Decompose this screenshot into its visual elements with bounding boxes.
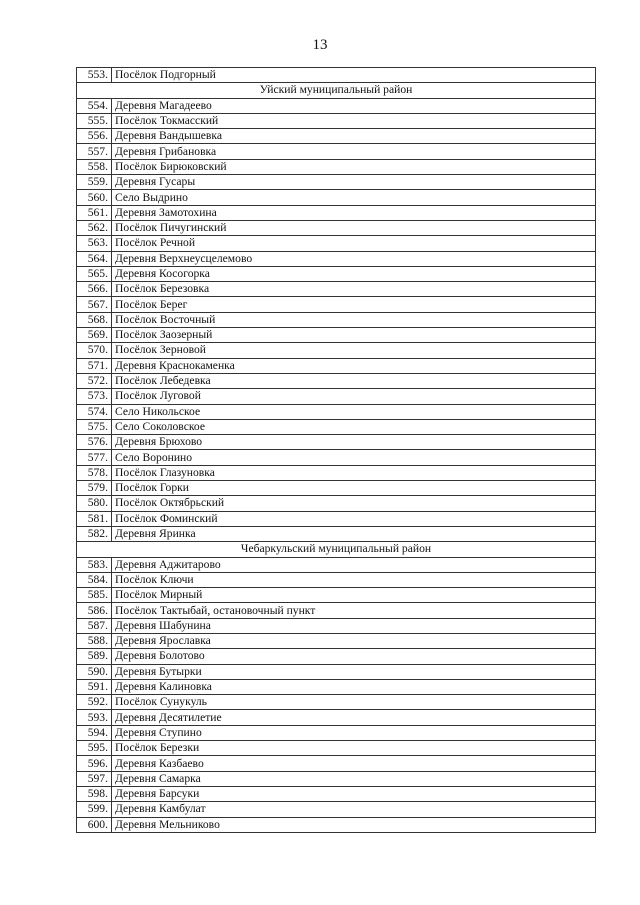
table-row (77, 572, 596, 587)
row-number: 554. (77, 98, 112, 113)
table-row (77, 710, 596, 725)
settlements-table-body (77, 68, 596, 833)
district-name: Уйский муниципальный район (77, 83, 596, 98)
settlement-name: Деревня Верхнеусцелемово (112, 251, 596, 266)
settlement-name: Посёлок Берег (112, 297, 596, 312)
row-number: 580. (77, 496, 112, 511)
row-number: 589. (77, 649, 112, 664)
settlement-name: Деревня Ступино (112, 725, 596, 740)
row-number: 560. (77, 190, 112, 205)
row-number: 553. (77, 68, 112, 83)
table-row (77, 496, 596, 511)
settlement-name: Деревня Аджитарово (112, 557, 596, 572)
row-number: 596. (77, 756, 112, 771)
table-row (77, 159, 596, 174)
table-row (77, 175, 596, 190)
row-number: 569. (77, 328, 112, 343)
table-row (77, 266, 596, 281)
table-row (77, 312, 596, 327)
row-number: 573. (77, 389, 112, 404)
district-header-row (77, 83, 596, 98)
row-number: 578. (77, 465, 112, 480)
settlement-name: Деревня Краснокаменка (112, 358, 596, 373)
row-number: 583. (77, 557, 112, 572)
settlement-name: Деревня Самарка (112, 771, 596, 786)
row-number: 559. (77, 175, 112, 190)
table-row (77, 328, 596, 343)
row-number: 561. (77, 205, 112, 220)
table-row (77, 205, 596, 220)
table-row (77, 618, 596, 633)
table-row (77, 695, 596, 710)
row-number: 564. (77, 251, 112, 266)
row-number: 598. (77, 786, 112, 801)
settlement-name: Посёлок Сунукуль (112, 695, 596, 710)
settlement-name: Деревня Болотово (112, 649, 596, 664)
settlement-name: Деревня Бутырки (112, 664, 596, 679)
table-row (77, 649, 596, 664)
row-number: 567. (77, 297, 112, 312)
settlement-name: Посёлок Зерновой (112, 343, 596, 358)
table-row (77, 756, 596, 771)
settlement-name: Посёлок Лебедевка (112, 373, 596, 388)
table-row (77, 450, 596, 465)
table-row (77, 435, 596, 450)
settlement-name: Деревня Барсуки (112, 786, 596, 801)
settlement-name: Посёлок Тактыбай, остановочный пункт (112, 603, 596, 618)
settlement-name: Село Воронино (112, 450, 596, 465)
table-row (77, 511, 596, 526)
row-number: 584. (77, 572, 112, 587)
settlement-name: Деревня Яринка (112, 526, 596, 541)
settlement-name: Деревня Грибановка (112, 144, 596, 159)
table-row (77, 144, 596, 159)
settlement-name: Деревня Косогорка (112, 266, 596, 281)
table-row (77, 725, 596, 740)
row-number: 568. (77, 312, 112, 327)
district-header-row (77, 542, 596, 557)
settlement-name: Деревня Мельниково (112, 817, 596, 832)
settlement-name: Посёлок Березки (112, 741, 596, 756)
settlement-name: Деревня Магадеево (112, 98, 596, 113)
row-number: 600. (77, 817, 112, 832)
row-number: 579. (77, 481, 112, 496)
table-row (77, 358, 596, 373)
row-number: 599. (77, 802, 112, 817)
settlement-name: Посёлок Заозерный (112, 328, 596, 343)
settlement-name: Посёлок Восточный (112, 312, 596, 327)
row-number: 563. (77, 236, 112, 251)
row-number: 576. (77, 435, 112, 450)
row-number: 566. (77, 282, 112, 297)
table-row (77, 419, 596, 434)
settlement-name: Посёлок Мирный (112, 588, 596, 603)
settlement-name: Посёлок Березовка (112, 282, 596, 297)
table-row (77, 251, 596, 266)
row-number: 592. (77, 695, 112, 710)
table-row (77, 343, 596, 358)
row-number: 577. (77, 450, 112, 465)
table-row (77, 68, 596, 83)
row-number: 581. (77, 511, 112, 526)
settlements-table (76, 67, 596, 833)
settlement-name: Деревня Казбаево (112, 756, 596, 771)
row-number: 586. (77, 603, 112, 618)
table-row (77, 236, 596, 251)
settlement-name: Деревня Десятилетие (112, 710, 596, 725)
settlement-name: Деревня Замотохина (112, 205, 596, 220)
table-row (77, 633, 596, 648)
row-number: 558. (77, 159, 112, 174)
table-row (77, 373, 596, 388)
table-row (77, 282, 596, 297)
row-number: 585. (77, 588, 112, 603)
table-row (77, 190, 596, 205)
settlement-name: Посёлок Фоминский (112, 511, 596, 526)
table-row (77, 526, 596, 541)
table-row (77, 786, 596, 801)
settlement-name: Посёлок Токмасский (112, 113, 596, 128)
settlement-name: Деревня Брюхово (112, 435, 596, 450)
table-row (77, 588, 596, 603)
settlement-name: Деревня Гусары (112, 175, 596, 190)
row-number: 571. (77, 358, 112, 373)
table-row (77, 129, 596, 144)
row-number: 572. (77, 373, 112, 388)
table-row (77, 557, 596, 572)
table-row (77, 817, 596, 832)
row-number: 556. (77, 129, 112, 144)
settlement-name: Посёлок Речной (112, 236, 596, 251)
row-number: 595. (77, 741, 112, 756)
row-number: 582. (77, 526, 112, 541)
row-number: 574. (77, 404, 112, 419)
page-number: 13 (312, 37, 328, 53)
table-row (77, 664, 596, 679)
row-number: 557. (77, 144, 112, 159)
settlement-name: Деревня Вандышевка (112, 129, 596, 144)
settlement-name: Село Соколовское (112, 419, 596, 434)
settlement-name: Деревня Шабунина (112, 618, 596, 633)
settlement-name: Деревня Камбулат (112, 802, 596, 817)
table-row (77, 297, 596, 312)
table-row (77, 220, 596, 235)
table-row (77, 771, 596, 786)
settlement-name: Посёлок Октябрьский (112, 496, 596, 511)
settlement-name: Посёлок Подгорный (112, 68, 596, 83)
table-row (77, 113, 596, 128)
settlement-name: Посёлок Пичугинский (112, 220, 596, 235)
row-number: 562. (77, 220, 112, 235)
settlement-name: Деревня Калиновка (112, 679, 596, 694)
settlement-name: Посёлок Глазуновка (112, 465, 596, 480)
settlement-name: Посёлок Горки (112, 481, 596, 496)
table-row (77, 481, 596, 496)
table-row (77, 389, 596, 404)
row-number: 590. (77, 664, 112, 679)
table-row (77, 679, 596, 694)
settlement-name: Деревня Ярославка (112, 633, 596, 648)
row-number: 593. (77, 710, 112, 725)
district-name: Чебаркульский муниципальный район (77, 542, 596, 557)
settlement-name: Село Никольское (112, 404, 596, 419)
table-row (77, 802, 596, 817)
row-number: 555. (77, 113, 112, 128)
row-number: 591. (77, 679, 112, 694)
settlement-name: Посёлок Луговой (112, 389, 596, 404)
settlement-name: Посёлок Ключи (112, 572, 596, 587)
row-number: 597. (77, 771, 112, 786)
table-row (77, 404, 596, 419)
row-number: 575. (77, 419, 112, 434)
table-row (77, 741, 596, 756)
table-row (77, 465, 596, 480)
table-row (77, 98, 596, 113)
row-number: 594. (77, 725, 112, 740)
settlement-name: Село Выдрино (112, 190, 596, 205)
row-number: 587. (77, 618, 112, 633)
row-number: 588. (77, 633, 112, 648)
table-row (77, 603, 596, 618)
row-number: 565. (77, 266, 112, 281)
row-number: 570. (77, 343, 112, 358)
settlement-name: Посёлок Бирюковский (112, 159, 596, 174)
